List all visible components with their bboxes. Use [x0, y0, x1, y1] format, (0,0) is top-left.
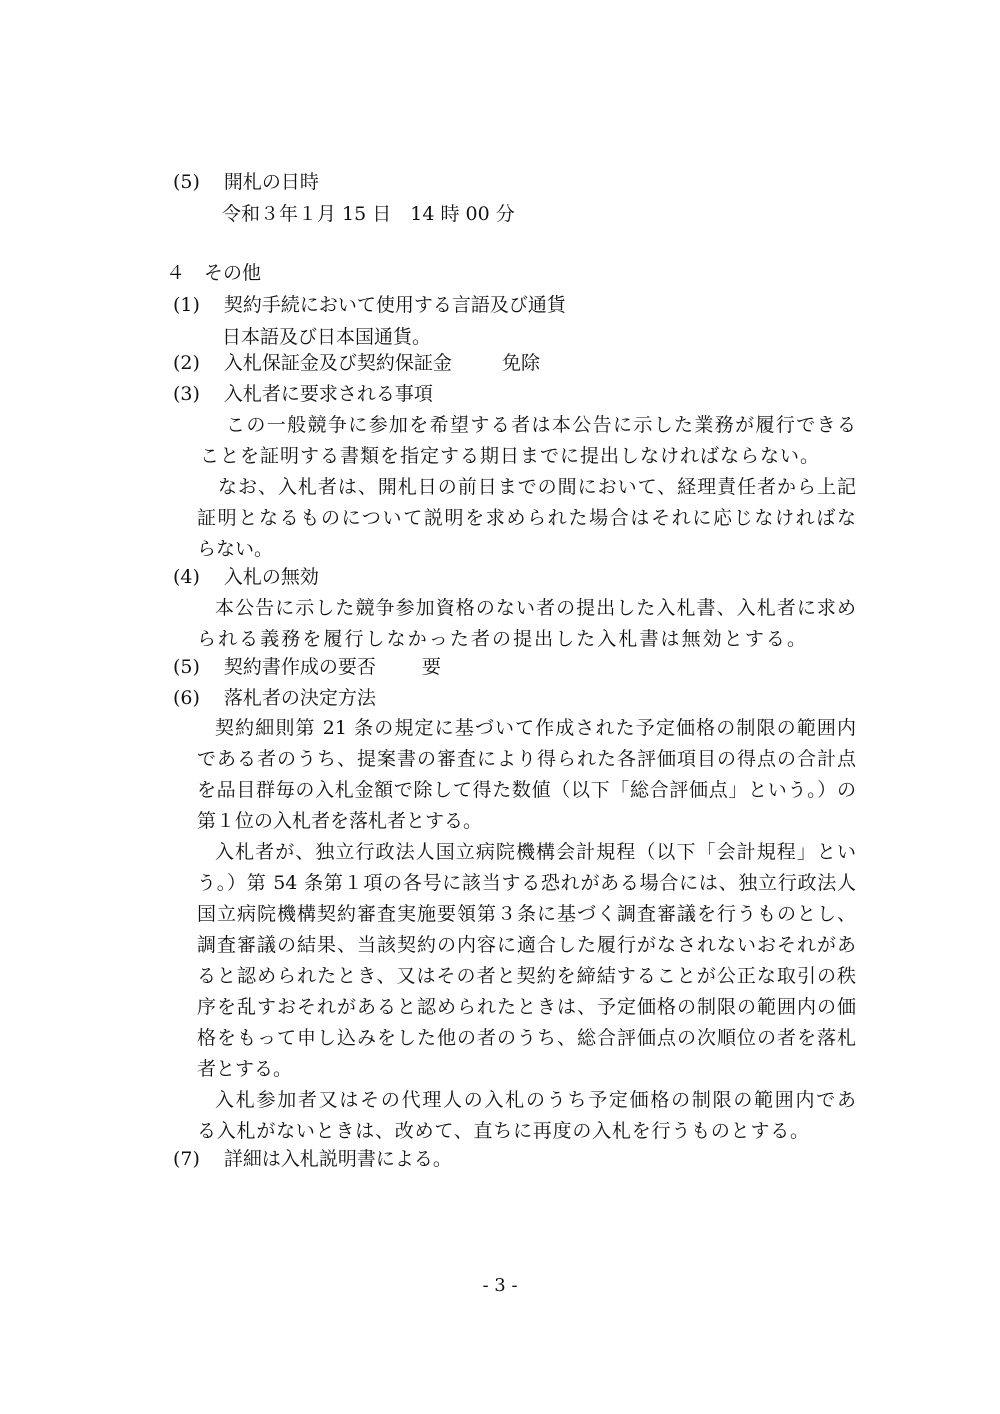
section-4-item-6 — [173, 682, 376, 714]
paragraph-line: 入札参加者又はその代理人の入札のうち予定価格の制限の範囲内であ — [215, 1089, 856, 1111]
item-number: (2) — [173, 352, 200, 374]
paragraph-line: う。）第 54 条第１項の各号に該当する恐れがある場合には、独立行政法人 — [197, 872, 856, 894]
item-heading: 契約手続において使用する言語及び通貨 — [223, 294, 566, 316]
item-number: (5) — [173, 656, 200, 678]
item-heading: 詳細は入札説明書による。 — [223, 1148, 452, 1170]
item-5-opening-datetime — [173, 166, 319, 198]
item-heading: 入札者に要求される事項 — [223, 383, 433, 405]
paragraph-line: 入札者が、独立行政法人国立病院機構会計規程（以下「会計規程」とい — [215, 841, 856, 863]
paragraph-line: 序を乱すおそれがあると認められたときは、予定価格の制限の範囲内の価 — [197, 996, 856, 1018]
paragraph-line: 調査審議の結果、当該契約の内容に適合した履行がなされないおそれがあ — [197, 934, 856, 956]
item-value: 免除 — [501, 352, 540, 374]
paragraph-line: 契約細則第 21 条の規定に基づいて作成された予定価格の制限の範囲内 — [215, 717, 856, 739]
item-number: (4) — [173, 566, 200, 588]
section-4-heading: ４ その他 — [166, 262, 262, 284]
item-heading: 入札保証金及び契約保証金 — [223, 352, 452, 374]
page-number: - 3 - — [482, 1275, 518, 1296]
paragraph-line: を品目群毎の入札金額で除して得た数値（以下「総合評価点」という。）の — [197, 779, 856, 801]
paragraph-line: 本公告に示した競争参加資格のない者の提出した入札書、入札者に求め — [215, 597, 856, 619]
paragraph-line: 証明となるものについて説明を求められた場合はそれに応じなければな — [197, 507, 856, 529]
section-4-item-7 — [173, 1143, 452, 1175]
item-number: (5) — [173, 171, 200, 193]
paragraph-line: 格をもって申し込みをした他の者のうち、総合評価点の次順位の者を落札 — [197, 1027, 856, 1049]
paragraph-line: られる義務を履行しなかった者の提出した入札書は無効とする。 — [197, 628, 806, 650]
item-heading: 契約書作成の要否 — [223, 656, 376, 678]
section-4-item-1 — [173, 289, 566, 321]
paragraph-line: この一般競争に参加を希望する者は本公告に示した業務が履行できる — [226, 414, 856, 436]
item-value: 要 — [421, 656, 441, 678]
item-5-value: 令和３年１月 15 日 14 時 00 分 — [222, 203, 515, 225]
item-heading: 落札者の決定方法 — [223, 687, 376, 709]
paragraph-line: なお、入札者は、開札日の前日までの間において、経理責任者から上記 — [218, 476, 856, 498]
paragraph-line: 国立病院機構契約審査実施要領第３条に基づく調査審議を行うものとし、 — [197, 903, 856, 925]
paragraph-line: ると認められたとき、又はその者と契約を締結することが公正な取引の秩 — [197, 965, 856, 987]
paragraph-line: である者のうち、提案書の審査により得られた各評価項目の得点の合計点 — [197, 748, 856, 770]
section-4-item-2 — [173, 347, 540, 379]
section-4-item-4 — [173, 561, 319, 593]
paragraph-line: 者とする。 — [197, 1058, 293, 1080]
section-4-item-3 — [173, 378, 433, 410]
paragraph-line: る入札がないときは、改めて、直ちに再度の入札を行うものとする。 — [197, 1120, 809, 1142]
paragraph-line: 第１位の入札者を落札者とする。 — [197, 810, 483, 832]
item-heading: 入札の無効 — [223, 566, 319, 588]
item-heading: 開札の日時 — [223, 171, 319, 193]
item-number: (7) — [173, 1148, 200, 1170]
section-4-item-1-value: 日本語及び日本国通貨。 — [222, 326, 432, 348]
section-4-item-5 — [173, 651, 441, 683]
paragraph-line: ことを証明する書類を指定する期日までに提出しなければならない。 — [200, 445, 819, 467]
paragraph-line: らない。 — [197, 538, 274, 560]
item-number: (1) — [173, 294, 200, 316]
item-number: (3) — [173, 383, 200, 405]
item-number: (6) — [173, 687, 200, 709]
